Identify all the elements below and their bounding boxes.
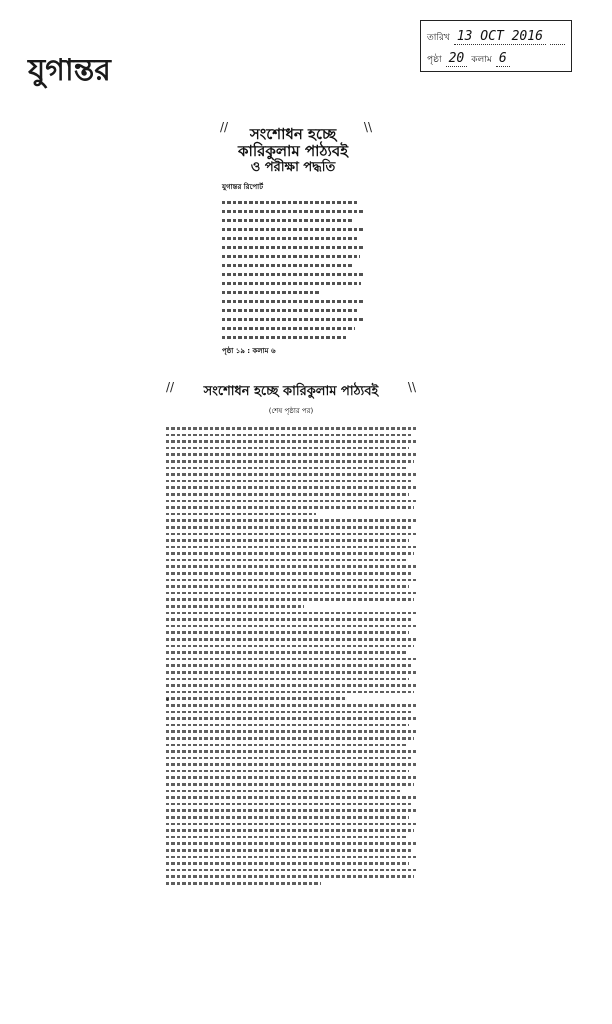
- stamp-column-value: 6: [496, 51, 510, 67]
- lead-byline: যুগান্তর রিপোর্ট: [222, 183, 264, 192]
- clip-mark-left: //: [220, 120, 229, 134]
- stamp-column-label: কলাম: [471, 55, 492, 65]
- continuation-headline: সংশোধন হচ্ছে কারিকুলাম পাঠ্যবই: [203, 384, 379, 399]
- continuation-body: [166, 427, 416, 885]
- masthead-logo: [26, 36, 186, 96]
- speck: [166, 698, 169, 701]
- continuation-subhead: (শেষ পৃষ্ঠার পর): [268, 407, 314, 415]
- lead-headline-1: সংশোধন হচ্ছে: [249, 125, 337, 143]
- stamp-page-label: পৃষ্ঠা: [427, 55, 442, 65]
- stamp-date-row: [427, 25, 565, 45]
- lead-article: [220, 120, 372, 357]
- stamp-page-value: 20: [446, 51, 468, 67]
- stamp-date-dots: [550, 32, 565, 45]
- clip-mark-left-2: //: [166, 380, 175, 394]
- clip-mark-right-2: \\: [407, 380, 416, 394]
- stamp-date-value: 13 OCT 2016: [454, 29, 546, 45]
- lead-headline-2: কারিকুলাম পাঠ্যবই: [237, 142, 348, 161]
- continuation-article: [166, 382, 416, 889]
- archive-stamp: [420, 20, 572, 72]
- stamp-date-label: তারিখ: [427, 33, 450, 43]
- stamp-page-row: [427, 47, 565, 67]
- lead-headline-3: ও পরীক্ষা পদ্ধতি: [250, 159, 336, 175]
- masthead-name: যুগান্তর: [28, 53, 111, 88]
- lead-body: [222, 201, 364, 339]
- lead-jump-line: পৃষ্ঠা ১৯ : কলাম ৬: [222, 347, 276, 356]
- clip-mark-right: \\: [363, 120, 372, 134]
